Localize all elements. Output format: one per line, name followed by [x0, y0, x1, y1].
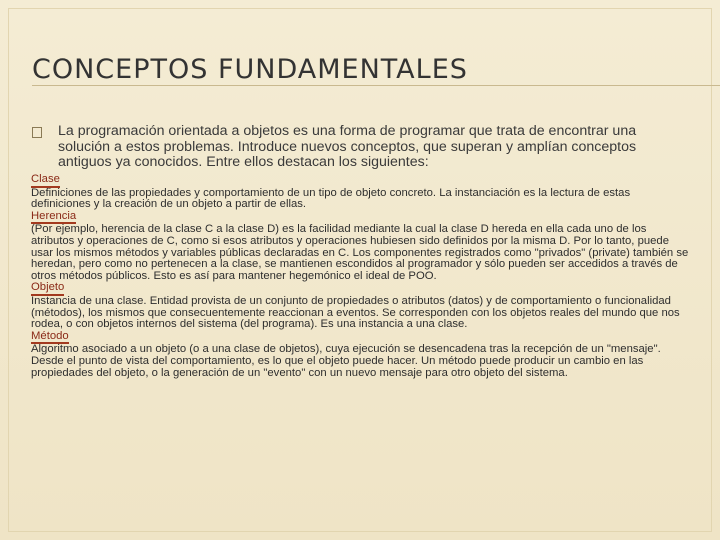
intro-bullet [32, 124, 692, 171]
definitions [31, 174, 691, 379]
term-clase[interactable]: Clase [31, 174, 60, 188]
slide-title: CONCEPTOS FUNDAMENTALES [32, 54, 468, 85]
definition-metodo: Algoritmo asociado a un objeto (o a una clase de objetos), cuya ejecución se desencadena tras la recepción de un "mensaje". Desde el punto de vista del comportamiento, es lo que el objeto puede hacer. Un método puede producir un cambio en las propiedades del objeto, o la generación de un "evento" con un nuevo mensaje para otro objeto del sistema. [31, 343, 661, 379]
definition-objeto: Instancia de una clase. Entidad provista de un conjunto de propiedades o atributos (datos) y de comportamiento o funcionalidad (métodos), los mismos que consecuentemente reaccionan a eventos. Se corresponden con los objetos reales del mundo que nos rodea, o con objetos internos del sistema (del programa). Es una instancia a una clase. [31, 294, 680, 331]
term-metodo[interactable]: Método [31, 331, 69, 345]
definition-herencia: (Por ejemplo, herencia de la clase C a la clase D) es la facilidad mediante la cual la clase D hereda en ella cada uno de los atributos y operaciones de C, como si esos atributos y operaciones hubiesen sido definidos por la misma D. Por lo tanto, puede usar los mismos métodos y variables públicas declaradas en C. Los componentes registrados como "privados" (private) también se heredan, pero como no pertenecen a la clase, se mantienen escondidos al programador y sólo pueden ser accedidos a través de otros métodos públicos. Esto es así para mantener hegemónico el ideal de POO. [31, 223, 689, 282]
section-herencia [31, 211, 691, 283]
term-objeto[interactable]: Objeto [31, 282, 64, 296]
section-clase [31, 174, 691, 211]
intro-text: La programación orientada a objetos es una forma de programar que trata de encontrar una solución a estos problemas. Introduce nuevos conceptos, que superan y amplían conceptos antiguos ya conocidos. Entre ellos destacan los siguientes: [58, 123, 637, 170]
square-bullet-icon [32, 127, 42, 138]
title-underline [32, 85, 720, 86]
section-metodo [31, 331, 691, 379]
definition-clase: Definiciones de las propiedades y comportamiento de un tipo de objeto concreto. La instanciación es la lectura de estas definiciones y la creación de un objeto a partir de ellas. [31, 186, 631, 211]
term-herencia[interactable]: Herencia [31, 211, 76, 225]
section-objeto [31, 282, 691, 330]
